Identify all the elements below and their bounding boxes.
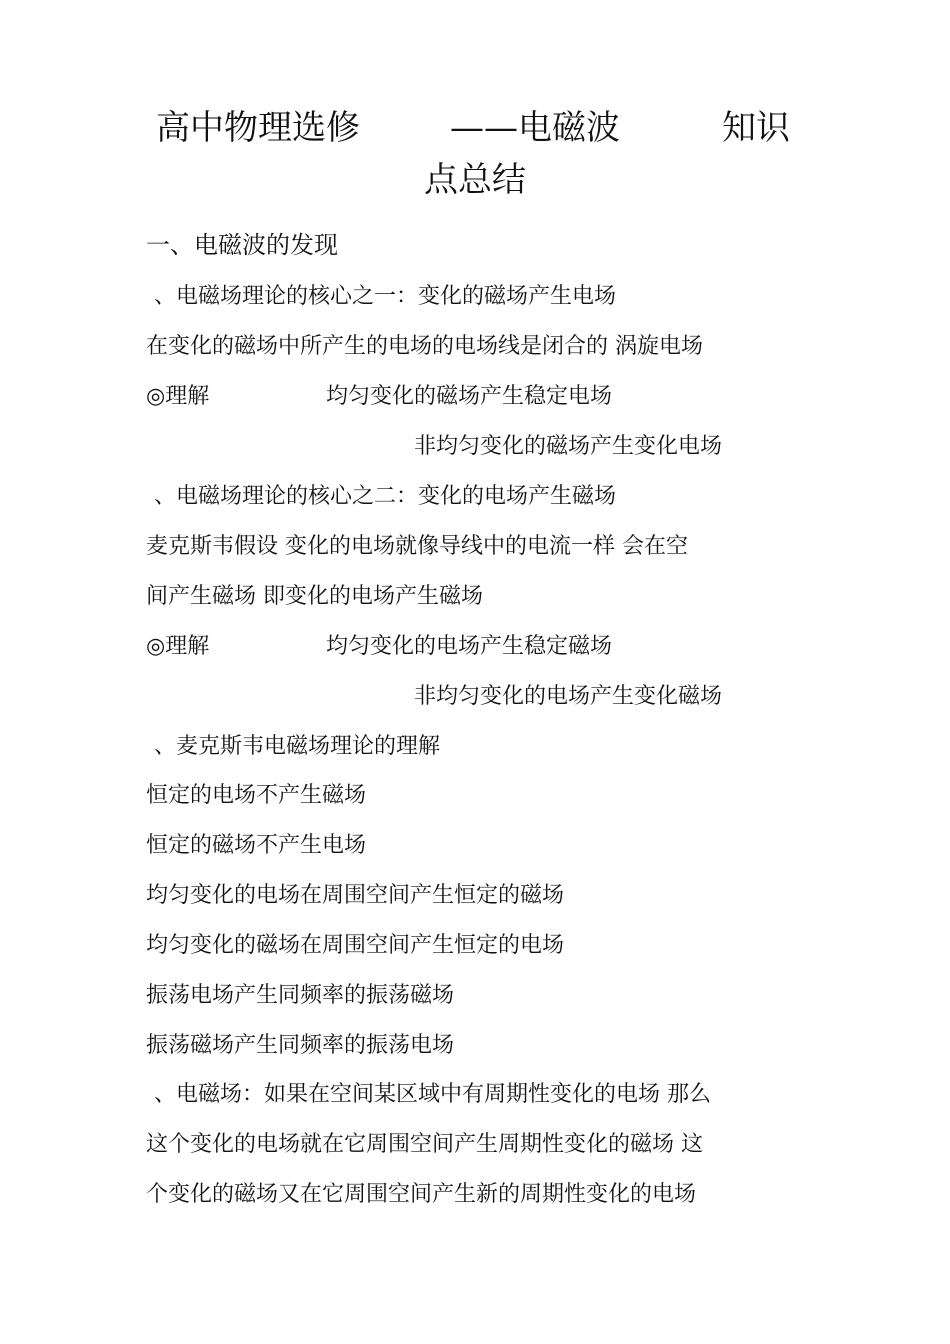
understanding-2a: 均匀变化的电场产生稳定磁场 xyxy=(326,634,613,659)
list-item: 恒定的磁场不产生电场 xyxy=(146,833,367,858)
paragraph-maxwell-hypothesis-1: 麦克斯韦假设 变化的电场就像导线中的电流一样 会在空 xyxy=(146,534,688,559)
paragraph-core-1: 、电磁场理论的核心之一：变化的磁场产生电场 xyxy=(154,284,617,309)
paragraph-em-field-1: 、电磁场：如果在空间某区域中有周期性变化的电场 那么 xyxy=(154,1082,711,1107)
understanding-1a: 均匀变化的磁场产生稳定电场 xyxy=(326,384,613,409)
paragraph-vortex-field: 在变化的磁场中所产生的电场的电场线是闭合的 涡旋电场 xyxy=(146,334,703,359)
paragraph-em-field-2: 这个变化的电场就在它周围空间产生周期性变化的磁场 这 xyxy=(146,1132,703,1157)
list-item: 振荡电场产生同频率的振荡磁场 xyxy=(146,983,455,1008)
title-part3: 知识 xyxy=(722,108,790,148)
title-part2: ——电磁波 xyxy=(450,108,620,148)
title-part1: 高中物理选修 xyxy=(156,108,360,148)
section-heading: 一、电磁波的发现 xyxy=(146,231,338,259)
understanding-2b: 非均匀变化的电场产生变化磁场 xyxy=(414,684,723,709)
list-item: 恒定的电场不产生磁场 xyxy=(146,783,367,808)
list-item: 均匀变化的磁场在周围空间产生恒定的电场 xyxy=(146,933,565,958)
document-title-line2: 点总结 xyxy=(424,160,526,200)
understanding-1b: 非均匀变化的磁场产生变化电场 xyxy=(414,434,723,459)
understanding-label-2: ◎理解 xyxy=(146,634,210,659)
list-item: 均匀变化的电场在周围空间产生恒定的磁场 xyxy=(146,883,565,908)
paragraph-maxwell-hypothesis-2: 间产生磁场 即变化的电场产生磁场 xyxy=(146,584,483,609)
paragraph-em-field-3: 个变化的磁场又在它周围空间产生新的周期性变化的电场 xyxy=(146,1182,697,1207)
list-item: 振荡磁场产生同频率的振荡电场 xyxy=(146,1033,455,1058)
understanding-label-1: ◎理解 xyxy=(146,384,210,409)
paragraph-core-2: 、电磁场理论的核心之二：变化的电场产生磁场 xyxy=(154,484,617,509)
paragraph-maxwell-theory: 、麦克斯韦电磁场理论的理解 xyxy=(154,734,441,759)
